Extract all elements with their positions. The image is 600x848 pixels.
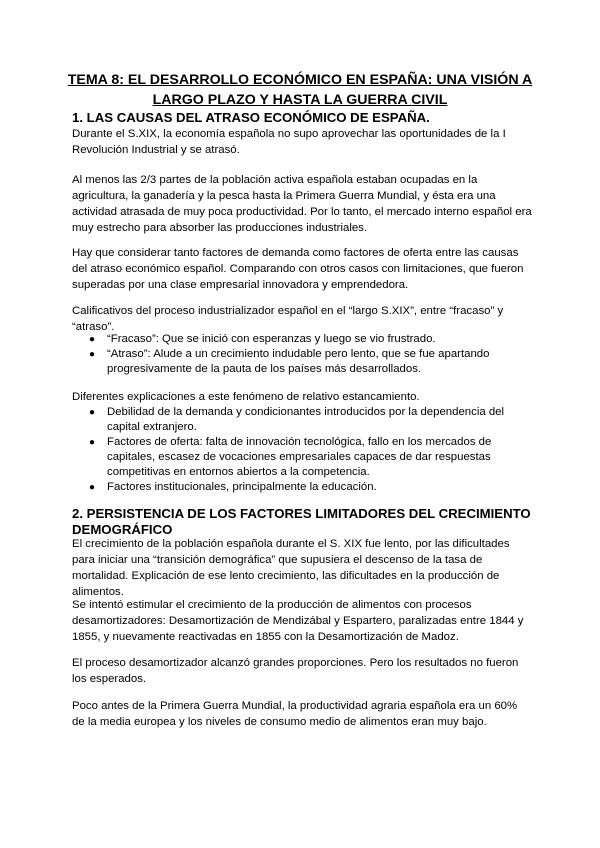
list-item [72, 405, 532, 435]
list-item-text: “Atraso”: Alude a un crecimiento indudable pero lento, que se fue apartando progresivamente de la pauta de los países más desarrollados. [107, 348, 490, 375]
bullet-icon: ● [89, 407, 96, 418]
section-1-paragraph-4: Calificativos del proceso industrializador español en el “largo S.XIX”, entre “fracaso” y “atraso”. [72, 305, 504, 333]
section-1-paragraph-2: Al menos las 2/3 partes de la población activa española estaban ocupadas en la agricultura, la ganadería y la pesca hasta la Primera Guerra Mundial, y ésta era una actividad atrasada de muy poca productividad. Por lo tanto, el mercado interno español era muy estrecho para absorber las producciones industriales. [72, 174, 532, 234]
section-2-heading: 2. PERSISTENCIA DE LOS FACTORES LIMITADORES DEL CRECIMIENTO DEMOGRÁFICO [72, 506, 531, 537]
list-item-text: “Fracaso”: Que se inició con esperanzas y luego se vio frustrado. [107, 333, 436, 345]
section-2-paragraph-4: Poco antes de la Primera Guerra Mundial, la productividad agraria española era un 60% de la media europea y los niveles de consumo medio de alimentos eran muy bajo. [72, 700, 518, 728]
list-item-text: Factores de oferta: falta de innovación tecnológica, fallo en los mercados de capitales, escasez de vocaciones empresariales capaces de dar respuestas competitivas en entornos abiertos a la competencia. [107, 436, 492, 478]
list-item [72, 332, 532, 347]
document-title: TEMA 8: EL DESARROLLO ECONÓMICO EN ESPAÑA: UNA VISIÓN A LARGO PLAZO Y HASTA LA GUERRA CIVIL [67, 72, 533, 108]
list-item-text: Factores institucionales, principalmente la educación. [107, 481, 377, 493]
section-2-paragraph-2: Se intentó estimular el crecimiento de la producción de alimentos con procesos desamortizadores: Desamortización de Mendizábal y Espartero, paralizadas entre 1844 y 1855, y nuevamente reactivadas en 1855 con la Desamortización de Madoz. [72, 599, 524, 643]
bullet-icon: ● [89, 482, 96, 493]
bullet-icon: ● [89, 334, 96, 345]
bullet-icon: ● [89, 437, 96, 448]
section-1-heading: 1. LAS CAUSAS DEL ATRASO ECONÓMICO DE ESPAÑA. [72, 110, 430, 125]
section-2-paragraph-1: El crecimiento de la población española durante el S. XIX fue lento, por las dificultades para iniciar una “transición demográfica” que supusiera el descenso de la tasa de mortalidad. Explicación de ese lento crecimiento, las dificultades en la producción de alimentos. [72, 538, 510, 598]
bullet-list-explicaciones [72, 405, 532, 495]
section-1-paragraph-1: Durante el S.XIX, la economía española no supo aprovechar las oportunidades de la I Revolución Industrial y se atrasó. [72, 128, 506, 156]
list-item-text: Debilidad de la demanda y condicionantes introducidos por la dependencia del capital extranjero. [107, 406, 505, 433]
bullet-icon: ● [89, 349, 96, 360]
list-item [72, 480, 532, 495]
bullet-list-calificativos [72, 332, 532, 377]
section-2-paragraph-3: El proceso desamortizador alcanzó grandes proporciones. Pero los resultados no fueron los esperados. [72, 657, 519, 685]
section-1-paragraph-3: Hay que considerar tanto factores de demanda como factores de oferta entre las causas del atraso económico español. Comparando con otros casos con limitaciones, que fueron superadas por una clase empresarial innovadora y emprendedora. [72, 247, 524, 291]
section-1-paragraph-5: Diferentes explicaciones a este fenómeno de relativo estancamiento. [72, 391, 420, 403]
list-item [72, 347, 532, 377]
list-item [72, 435, 532, 480]
